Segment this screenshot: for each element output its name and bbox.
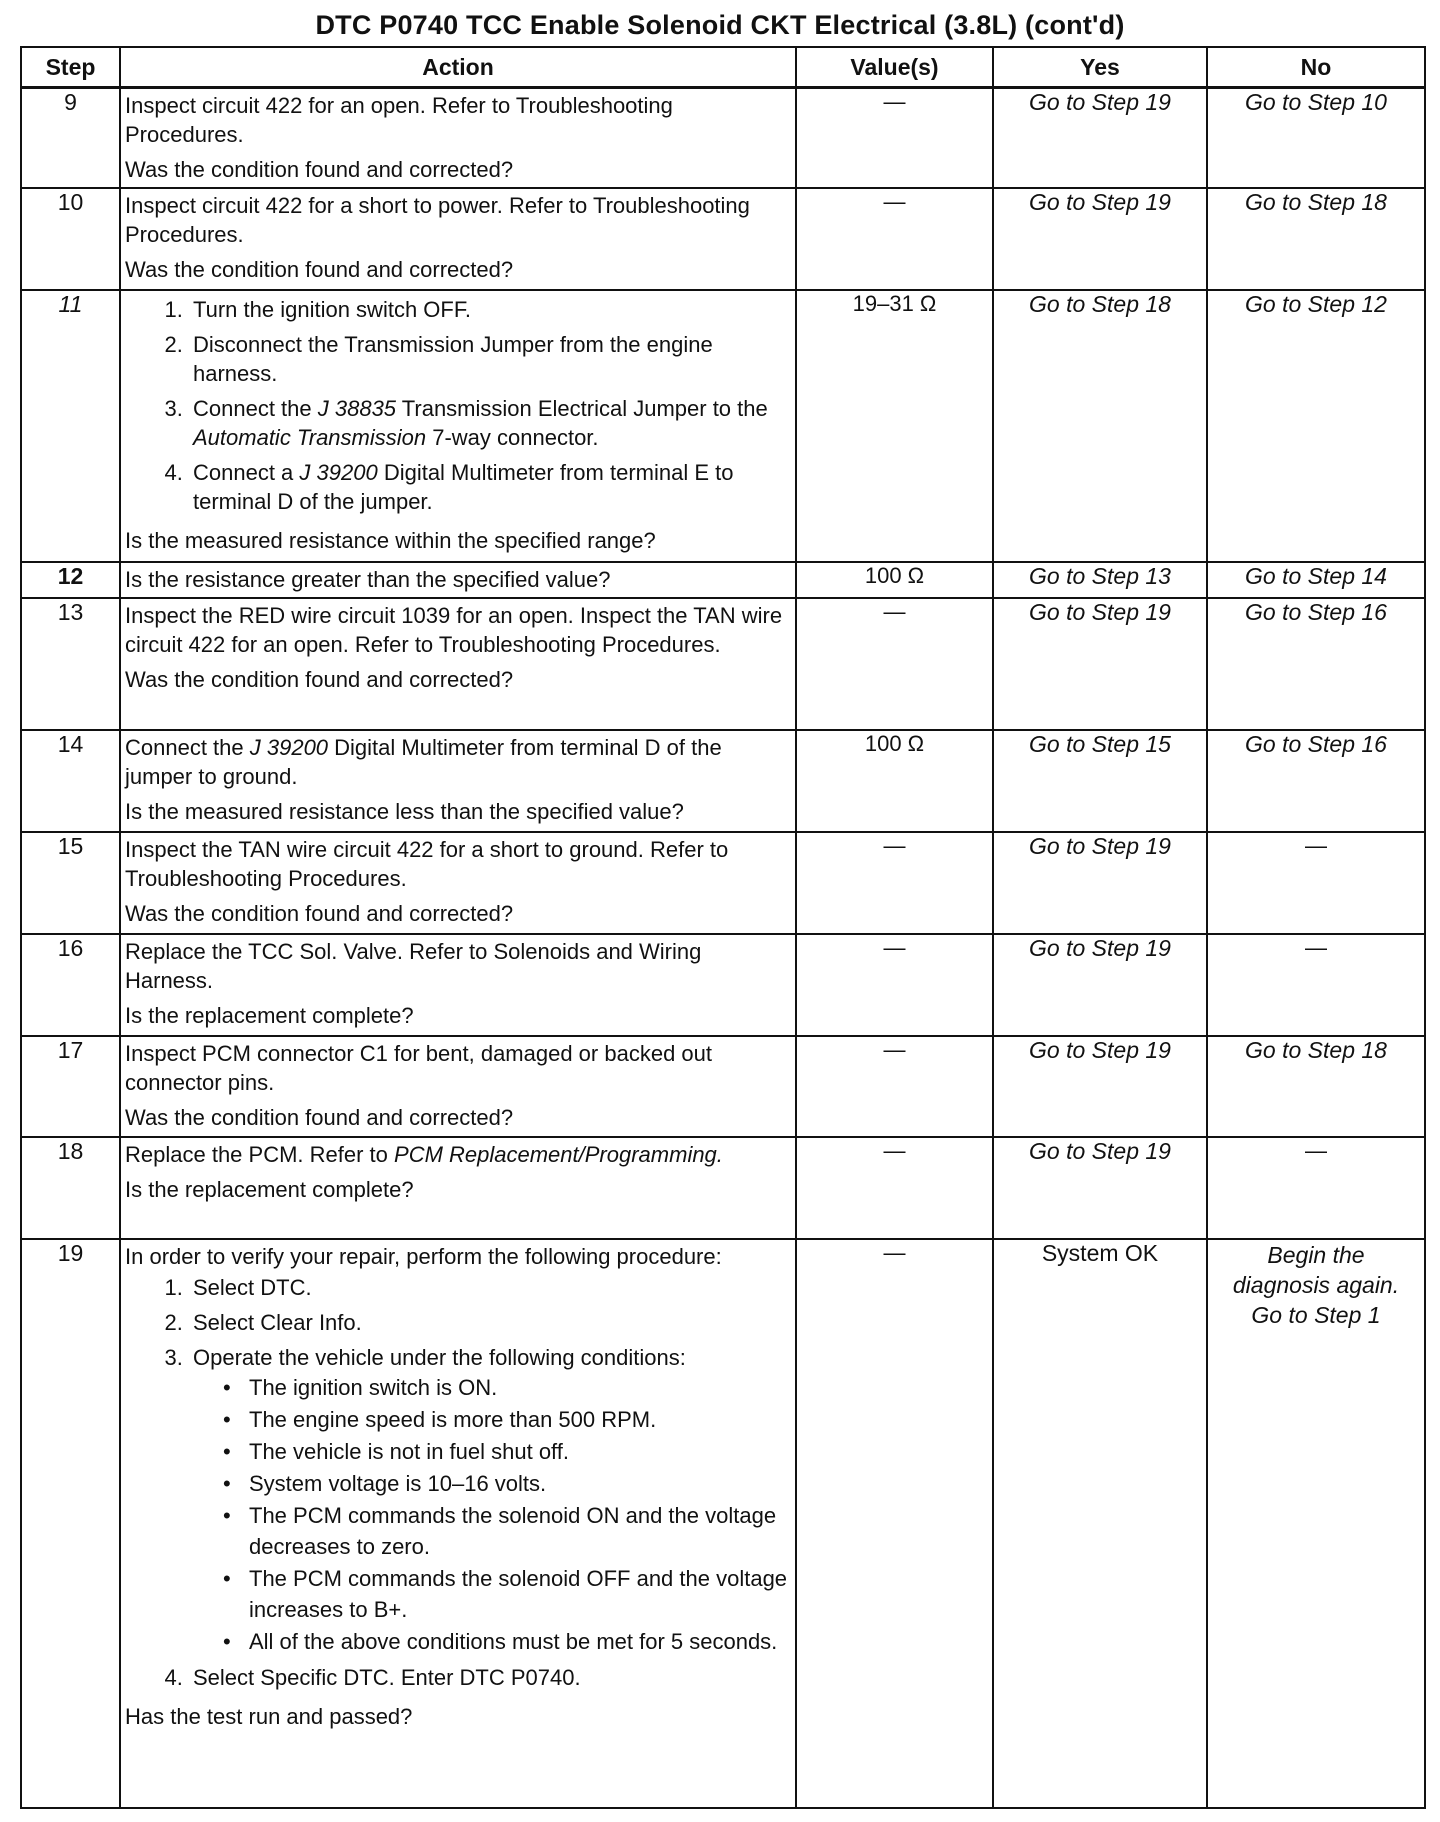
step-number: 12 xyxy=(21,562,120,598)
header-no: No xyxy=(1207,47,1425,88)
yes-cell: Go to Step 19 xyxy=(993,832,1207,934)
table-row xyxy=(21,562,1425,598)
header-row xyxy=(21,47,1425,88)
question-text: Is the replacement complete? xyxy=(125,1177,414,1202)
question-text: Is the resistance greater than the specified value? xyxy=(125,567,611,592)
no-cell: Go to Step 16 xyxy=(1207,598,1425,730)
value-cell: — xyxy=(796,1036,993,1137)
list-item: 3. Operate the vehicle under the following conditions: • The ignition switch is ON. • The engine speed is more than 500 RPM. • The vehicle is not in fuel shut off. • System voltage is 10–16 volts. • The PCM commands the solenoid ON and the voltage decreases to zero. • The PCM commands the solenoid OFF and the voltage increases to B+. • All of the above conditions must be met for 5 seconds. xyxy=(189,1343,789,1657)
step-number: 11 xyxy=(21,290,120,562)
action-cell xyxy=(120,730,796,832)
procedure-list xyxy=(125,1273,789,1698)
header-values: Value(s) xyxy=(796,47,993,88)
step-number: 15 xyxy=(21,832,120,934)
no-cell: — xyxy=(1207,832,1425,934)
yes-cell: Go to Step 19 xyxy=(993,934,1207,1036)
yes-cell: Go to Step 15 xyxy=(993,730,1207,832)
value-cell: — xyxy=(796,598,993,730)
value-cell: 100 Ω xyxy=(796,562,993,598)
action-text: Inspect the TAN wire circuit 422 for a short to ground. Refer to Troubleshooting Procedures. xyxy=(125,837,729,891)
table-row xyxy=(21,188,1425,290)
value-cell: — xyxy=(796,1137,993,1239)
step-number: 18 xyxy=(21,1137,120,1239)
no-cell: — xyxy=(1207,1137,1425,1239)
bullet-item: • System voltage is 10–16 volts. xyxy=(223,1468,789,1499)
bullet-item: • The PCM commands the solenoid OFF and the voltage increases to B+. xyxy=(223,1563,789,1625)
page-title: DTC P0740 TCC Enable Solenoid CKT Electrical (3.8L) (cont'd) xyxy=(315,10,1125,40)
table-row xyxy=(21,88,1425,189)
no-cell: Begin the diagnosis again. Go to Step 1 xyxy=(1207,1239,1425,1808)
list-item: 4. Select Specific DTC. Enter DTC P0740. xyxy=(189,1663,789,1692)
procedure-list xyxy=(125,295,789,522)
action-text: Inspect circuit 422 for an open. Refer to Troubleshooting Procedures. xyxy=(125,93,673,147)
action-text: Inspect circuit 422 for a short to power. Refer to Troubleshooting Procedures. xyxy=(125,193,750,247)
table-row xyxy=(21,730,1425,832)
action-cell xyxy=(120,290,796,562)
step-number: 10 xyxy=(21,188,120,290)
yes-cell: Go to Step 18 xyxy=(993,290,1207,562)
header-action: Action xyxy=(120,47,796,88)
yes-cell: Go to Step 19 xyxy=(993,88,1207,189)
step-number: 17 xyxy=(21,1036,120,1137)
question-text: Has the test run and passed? xyxy=(125,1704,413,1729)
bullet-item: • The vehicle is not in fuel shut off. xyxy=(223,1436,789,1467)
action-text: Replace the PCM. Refer to PCM Replacement/Programming. xyxy=(125,1142,723,1167)
step-number: 19 xyxy=(21,1239,120,1808)
yes-cell: Go to Step 19 xyxy=(993,1137,1207,1239)
list-item: 3. Connect the J 38835 Transmission Electrical Jumper to the Automatic Transmission 7-way connector. xyxy=(189,394,789,452)
action-cell xyxy=(120,562,796,598)
value-cell: 100 Ω xyxy=(796,730,993,832)
header-step: Step xyxy=(21,47,120,88)
bullet-item: • All of the above conditions must be met for 5 seconds. xyxy=(223,1626,789,1657)
yes-cell: Go to Step 19 xyxy=(993,598,1207,730)
no-cell: Go to Step 12 xyxy=(1207,290,1425,562)
yes-cell: Go to Step 19 xyxy=(993,1036,1207,1137)
question-text: Was the condition found and corrected? xyxy=(125,1105,514,1130)
action-cell xyxy=(120,1036,796,1137)
value-cell: — xyxy=(796,188,993,290)
value-cell: 19–31 Ω xyxy=(796,290,993,562)
value-cell: — xyxy=(796,88,993,189)
yes-cell: Go to Step 19 xyxy=(993,188,1207,290)
table-row xyxy=(21,1137,1425,1239)
bullet-item: • The PCM commands the solenoid ON and the voltage decreases to zero. xyxy=(223,1500,789,1562)
no-cell: Go to Step 16 xyxy=(1207,730,1425,832)
diagnostic-table xyxy=(20,46,1426,1809)
list-item: 4. Connect a J 39200 Digital Multimeter from terminal E to terminal D of the jumper. xyxy=(189,458,789,516)
yes-cell: Go to Step 13 xyxy=(993,562,1207,598)
question-text: Was the condition found and corrected? xyxy=(125,901,514,926)
value-cell: — xyxy=(796,1239,993,1808)
action-cell xyxy=(120,598,796,730)
action-cell xyxy=(120,934,796,1036)
value-cell: — xyxy=(796,934,993,1036)
action-cell xyxy=(120,832,796,934)
question-text: Is the measured resistance less than the specified value? xyxy=(125,799,684,824)
condition-list xyxy=(193,1372,789,1657)
action-text: Inspect the RED wire circuit 1039 for an open. Inspect the TAN wire circuit 422 for an open. Refer to Troubleshooting Procedures. xyxy=(125,603,783,657)
table-row xyxy=(21,290,1425,562)
yes-cell: System OK xyxy=(993,1239,1207,1808)
value-cell: — xyxy=(796,832,993,934)
header-yes: Yes xyxy=(993,47,1207,88)
list-item: 1. Select DTC. xyxy=(189,1273,789,1302)
question-text: Was the condition found and corrected? xyxy=(125,257,514,282)
step-number: 16 xyxy=(21,934,120,1036)
question-text: Was the condition found and corrected? xyxy=(125,157,514,182)
action-cell xyxy=(120,88,796,189)
action-text: Replace the TCC Sol. Valve. Refer to Solenoids and Wiring Harness. xyxy=(125,939,702,993)
table-row xyxy=(21,832,1425,934)
action-text: Connect the J 39200 Digital Multimeter from terminal D of the jumper to ground. xyxy=(125,735,722,789)
question-text: Was the condition found and corrected? xyxy=(125,667,514,692)
action-cell xyxy=(120,1239,796,1808)
no-cell: Go to Step 10 xyxy=(1207,88,1425,189)
step-number: 9 xyxy=(21,88,120,189)
action-cell xyxy=(120,188,796,290)
no-cell: — xyxy=(1207,934,1425,1036)
action-cell xyxy=(120,1137,796,1239)
no-cell: Go to Step 14 xyxy=(1207,562,1425,598)
table-row xyxy=(21,1036,1425,1137)
no-cell: Go to Step 18 xyxy=(1207,188,1425,290)
bullet-item: • The ignition switch is ON. xyxy=(223,1372,789,1403)
action-text: In order to verify your repair, perform the following procedure: xyxy=(125,1244,722,1269)
action-text: Inspect PCM connector C1 for bent, damaged or backed out connector pins. xyxy=(125,1041,712,1095)
table-row xyxy=(21,1239,1425,1808)
bullet-item: • The engine speed is more than 500 RPM. xyxy=(223,1404,789,1435)
list-item: 1. Turn the ignition switch OFF. xyxy=(189,295,789,324)
no-cell: Go to Step 18 xyxy=(1207,1036,1425,1137)
table-row xyxy=(21,598,1425,730)
question-text: Is the replacement complete? xyxy=(125,1003,414,1028)
table-row xyxy=(21,934,1425,1036)
list-item: 2. Select Clear Info. xyxy=(189,1308,789,1337)
question-text: Is the measured resistance within the specified range? xyxy=(125,528,656,553)
step-number: 13 xyxy=(21,598,120,730)
list-item: 2. Disconnect the Transmission Jumper from the engine harness. xyxy=(189,330,789,388)
step-number: 14 xyxy=(21,730,120,832)
